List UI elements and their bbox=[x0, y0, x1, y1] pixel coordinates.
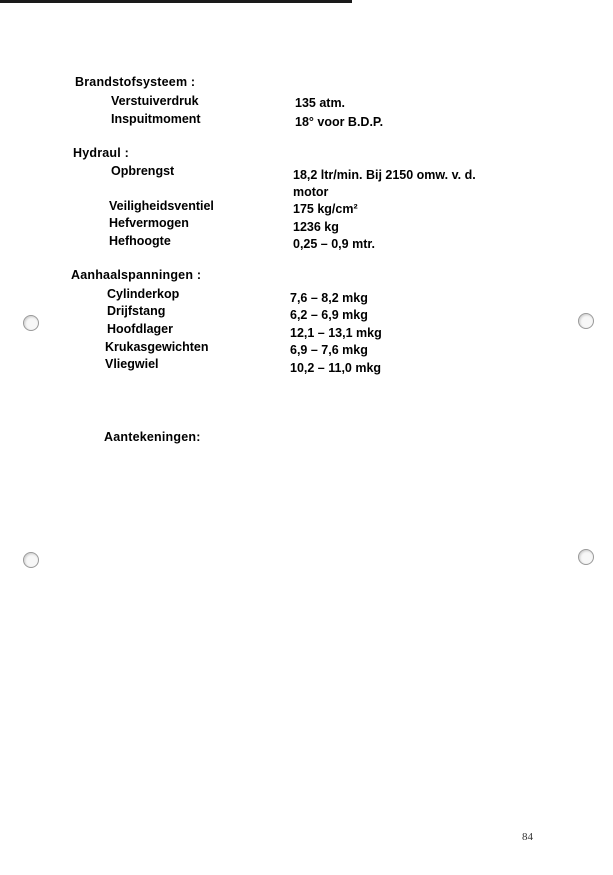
label-output: Opbrengst bbox=[111, 164, 175, 178]
section-heading-hydraulics: Hydraul : bbox=[73, 146, 129, 160]
label-crankshaft-weights: Krukasgewichten bbox=[105, 340, 209, 354]
label-main-bearing: Hoofdlager bbox=[107, 322, 173, 336]
value-output-continued: motor bbox=[293, 185, 329, 199]
value-crankshaft-weights: 6,9 – 7,6 mkg bbox=[290, 343, 368, 357]
label-flywheel: Vliegwiel bbox=[105, 357, 159, 371]
section-heading-torque: Aanhaalspanningen : bbox=[71, 268, 202, 282]
value-lift-height: 0,25 – 0,9 mtr. bbox=[293, 237, 376, 251]
value-flywheel: 10,2 – 11,0 mkg bbox=[290, 361, 382, 375]
binder-hole-left-upper bbox=[23, 315, 39, 331]
value-injector-pressure: 135 atm. bbox=[295, 96, 346, 110]
section-heading-fuel-system: Brandstofsysteem : bbox=[75, 75, 196, 89]
section-heading-notes: Aantekeningen: bbox=[104, 430, 201, 444]
scan-top-edge bbox=[0, 0, 352, 3]
label-cylinder-head: Cylinderkop bbox=[107, 287, 180, 301]
label-lift-height: Hefhoogte bbox=[109, 234, 171, 248]
label-lift-capacity: Hefvermogen bbox=[109, 216, 189, 230]
label-injection-timing: Inspuitmoment bbox=[111, 112, 201, 126]
value-lift-capacity: 1236 kg bbox=[293, 220, 339, 234]
label-injector-pressure: Verstuiverdruk bbox=[111, 94, 199, 108]
binder-hole-right-upper bbox=[578, 313, 594, 329]
page-number: 84 bbox=[522, 831, 533, 843]
value-main-bearing: 12,1 – 13,1 mkg bbox=[290, 326, 382, 340]
binder-hole-right-lower bbox=[578, 549, 594, 565]
value-connecting-rod: 6,2 – 6,9 mkg bbox=[290, 308, 368, 322]
value-injection-timing: 18° voor B.D.P. bbox=[295, 115, 384, 129]
label-safety-valve: Veiligheidsventiel bbox=[109, 199, 214, 213]
binder-hole-left-lower bbox=[23, 552, 39, 568]
value-cylinder-head: 7,6 – 8,2 mkg bbox=[290, 291, 368, 305]
label-connecting-rod: Drijfstang bbox=[107, 304, 166, 318]
value-output: 18,2 ltr/min. Bij 2150 omw. v. d. bbox=[293, 168, 476, 182]
value-safety-valve: 175 kg/cm² bbox=[293, 202, 358, 216]
